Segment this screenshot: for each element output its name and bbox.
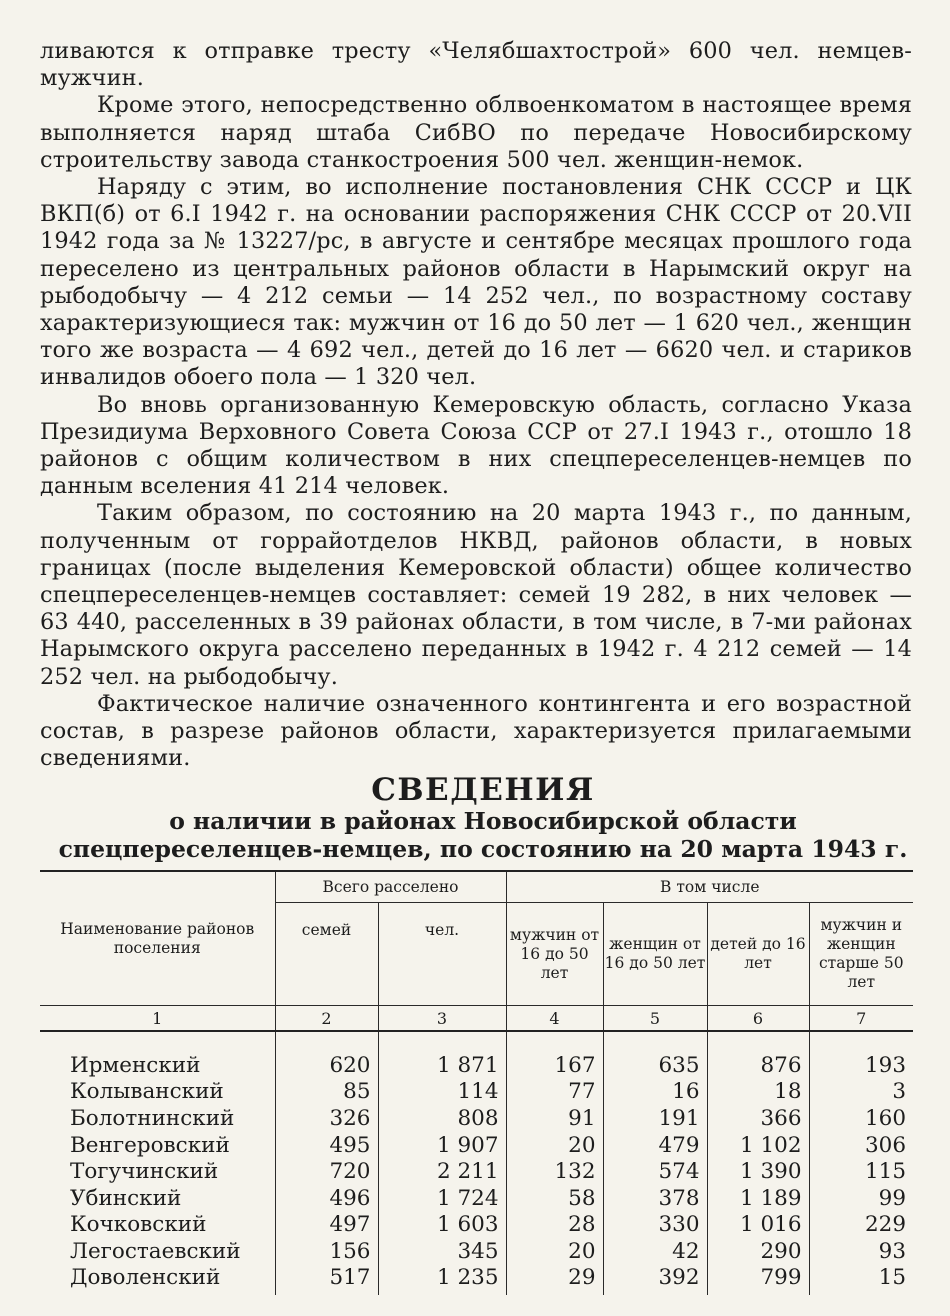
column-number: 1 <box>40 1006 275 1032</box>
header-elderly: мужчин и женщин старше 50 лет <box>809 903 913 1006</box>
document-subtitle: спецпереселенцев-немцев, по состоянию на 20 марта 1943 г. <box>58 835 908 863</box>
children-cell: 1 390 <box>707 1158 809 1185</box>
families-cell: 497 <box>275 1212 378 1239</box>
document-subtitle: о наличии в районах Новосибирской области <box>169 807 797 835</box>
elderly-cell: 15 <box>878 1264 907 1290</box>
women-cell: 574 <box>603 1158 707 1185</box>
elderly-cell: 115 <box>864 1159 907 1185</box>
families-cell: 495 <box>275 1132 378 1159</box>
women-cell: 330 <box>603 1212 707 1239</box>
elderly-cell: 160 <box>864 1105 907 1131</box>
men-cell: 20 <box>506 1238 603 1265</box>
children-cell: 1 016 <box>707 1212 809 1239</box>
people-cell: 345 <box>378 1238 506 1265</box>
district-name: Кочковский <box>40 1212 275 1239</box>
column-number: 7 <box>809 1006 913 1032</box>
women-cell: 479 <box>603 1132 707 1159</box>
district-name: Легостаевский <box>40 1238 275 1265</box>
people-cell: 1 603 <box>378 1212 506 1239</box>
header-families: семей <box>275 903 378 1006</box>
settlers-table <box>40 870 913 1295</box>
women-cell: 378 <box>603 1185 707 1212</box>
table-row <box>40 1185 913 1212</box>
paragraph: Наряду с этим, во исполнение постановления СНК СССР и ЦК ВКП(б) от 6.I 1942 г. на основании распоряжения СНК СССР от 20.VII 1942 года за № 13227/рс, в августе и сентябре месяцах прошлого года переселено из центральных районов области в Нарымский округ на рыбодобычу — 4 212 семьи — 14 252 чел., по возрастному составу характеризующиеся так: мужчин от 16 до 50 лет — 1 620 чел., женщин того же возраста — 4 692 чел., детей до 16 лет — 6620 чел. и стариков инвалидов обоего пола — 1 320 чел. <box>40 174 912 391</box>
men-cell: 28 <box>506 1212 603 1239</box>
header-including-group: В том числе <box>506 871 913 903</box>
table-row <box>40 1079 913 1106</box>
people-cell: 1 871 <box>378 1052 506 1079</box>
paragraph: Кроме этого, непосредственно облвоенкоматом в настоящее время выполняется наряд штаба СибВО по передаче Новосибирскому строительству завода станкостроения 500 чел. женщин-немок. <box>40 92 912 173</box>
men-cell: 20 <box>506 1132 603 1159</box>
elderly-cell: 3 <box>892 1079 907 1105</box>
table-row <box>40 1052 913 1079</box>
paragraph: Во вновь организованную Кемеровскую область, согласно Указа Президиума Верховного Совета Союза ССР от 27.I 1943 г., отошло 18 районов с общим количеством в них спецпереселенцев-немцев по данным вселения 41 214 человек. <box>40 391 912 500</box>
families-cell: 326 <box>275 1105 378 1132</box>
children-cell: 799 <box>707 1265 809 1295</box>
people-cell: 2 211 <box>378 1158 506 1185</box>
families-cell: 620 <box>275 1052 378 1079</box>
men-cell: 132 <box>506 1158 603 1185</box>
district-name: Доволенский <box>40 1265 275 1295</box>
header-total-group: Всего расселено <box>275 871 506 903</box>
district-name: Убинский <box>40 1185 275 1212</box>
people-cell: 1 235 <box>378 1265 506 1295</box>
column-number: 3 <box>378 1006 506 1032</box>
table-row <box>40 1105 913 1132</box>
paragraph: Таким образом, по состоянию на 20 марта 1943 г., по данным, полученным от горрайотделов НКВД, районов области, в новых границах (после выделения Кемеровской области) общее количество спецпереселенцев-немцев составляет: семей 19 282, в них человек — 63 440, расселенных в 39 районах области, в том числе, в 7-ми районах Нарымского округа расселено переданных в 1942 г. 4 212 семей — 14 252 чел. на рыбодобычу. <box>40 500 912 690</box>
children-cell: 1 189 <box>707 1185 809 1212</box>
column-number: 4 <box>506 1006 603 1032</box>
district-name: Тогучинский <box>40 1158 275 1185</box>
elderly-cell: 306 <box>864 1132 907 1158</box>
women-cell: 42 <box>603 1238 707 1265</box>
district-name: Венгеровский <box>40 1132 275 1159</box>
families-cell: 517 <box>275 1265 378 1295</box>
children-cell: 290 <box>707 1238 809 1265</box>
column-number: 6 <box>707 1006 809 1032</box>
children-cell: 18 <box>707 1079 809 1106</box>
table-row <box>40 1265 913 1295</box>
people-cell: 808 <box>378 1105 506 1132</box>
table-spacer <box>40 1031 913 1052</box>
elderly-cell: 193 <box>864 1052 907 1078</box>
elderly-cell: 99 <box>878 1185 907 1211</box>
men-cell: 58 <box>506 1185 603 1212</box>
men-cell: 167 <box>506 1052 603 1079</box>
women-cell: 16 <box>603 1079 707 1106</box>
men-cell: 77 <box>506 1079 603 1106</box>
column-number: 5 <box>603 1006 707 1032</box>
women-cell: 392 <box>603 1265 707 1295</box>
elderly-cell: 229 <box>864 1212 907 1238</box>
children-cell: 366 <box>707 1105 809 1132</box>
column-number: 2 <box>275 1006 378 1032</box>
district-name: Колыванский <box>40 1079 275 1106</box>
families-cell: 156 <box>275 1238 378 1265</box>
men-cell: 91 <box>506 1105 603 1132</box>
people-cell: 1 907 <box>378 1132 506 1159</box>
table-row <box>40 1212 913 1239</box>
district-name: Болотнинский <box>40 1105 275 1132</box>
families-cell: 85 <box>275 1079 378 1106</box>
document-title: СВЕДЕНИЯ <box>371 772 595 808</box>
header-women: женщин от 16 до 50 лет <box>603 903 707 1006</box>
children-cell: 1 102 <box>707 1132 809 1159</box>
header-children: детей до 16 лет <box>707 903 809 1006</box>
families-cell: 720 <box>275 1158 378 1185</box>
children-cell: 876 <box>707 1052 809 1079</box>
header-men: мужчин от 16 до 50 лет <box>506 903 603 1006</box>
header-people: чел. <box>378 903 506 1006</box>
body-text <box>40 38 912 772</box>
men-cell: 29 <box>506 1265 603 1295</box>
elderly-cell: 93 <box>878 1238 907 1264</box>
people-cell: 114 <box>378 1079 506 1106</box>
families-cell: 496 <box>275 1185 378 1212</box>
paragraph: Фактическое наличие означенного контингента и его возрастной состав, в разрезе районов области, характеризуется прилагаемыми сведениями. <box>40 690 912 772</box>
paragraph: ливаются к отправке тресту «Челябшахтострой» 600 чел. немцев-мужчин. <box>40 38 912 92</box>
district-name: Ирменский <box>40 1052 275 1079</box>
table-row <box>40 1132 913 1159</box>
table-row <box>40 1238 913 1265</box>
women-cell: 191 <box>603 1105 707 1132</box>
women-cell: 635 <box>603 1052 707 1079</box>
table-row <box>40 1158 913 1185</box>
people-cell: 1 724 <box>378 1185 506 1212</box>
header-district-name: Наименование районов поселения <box>40 871 275 1006</box>
